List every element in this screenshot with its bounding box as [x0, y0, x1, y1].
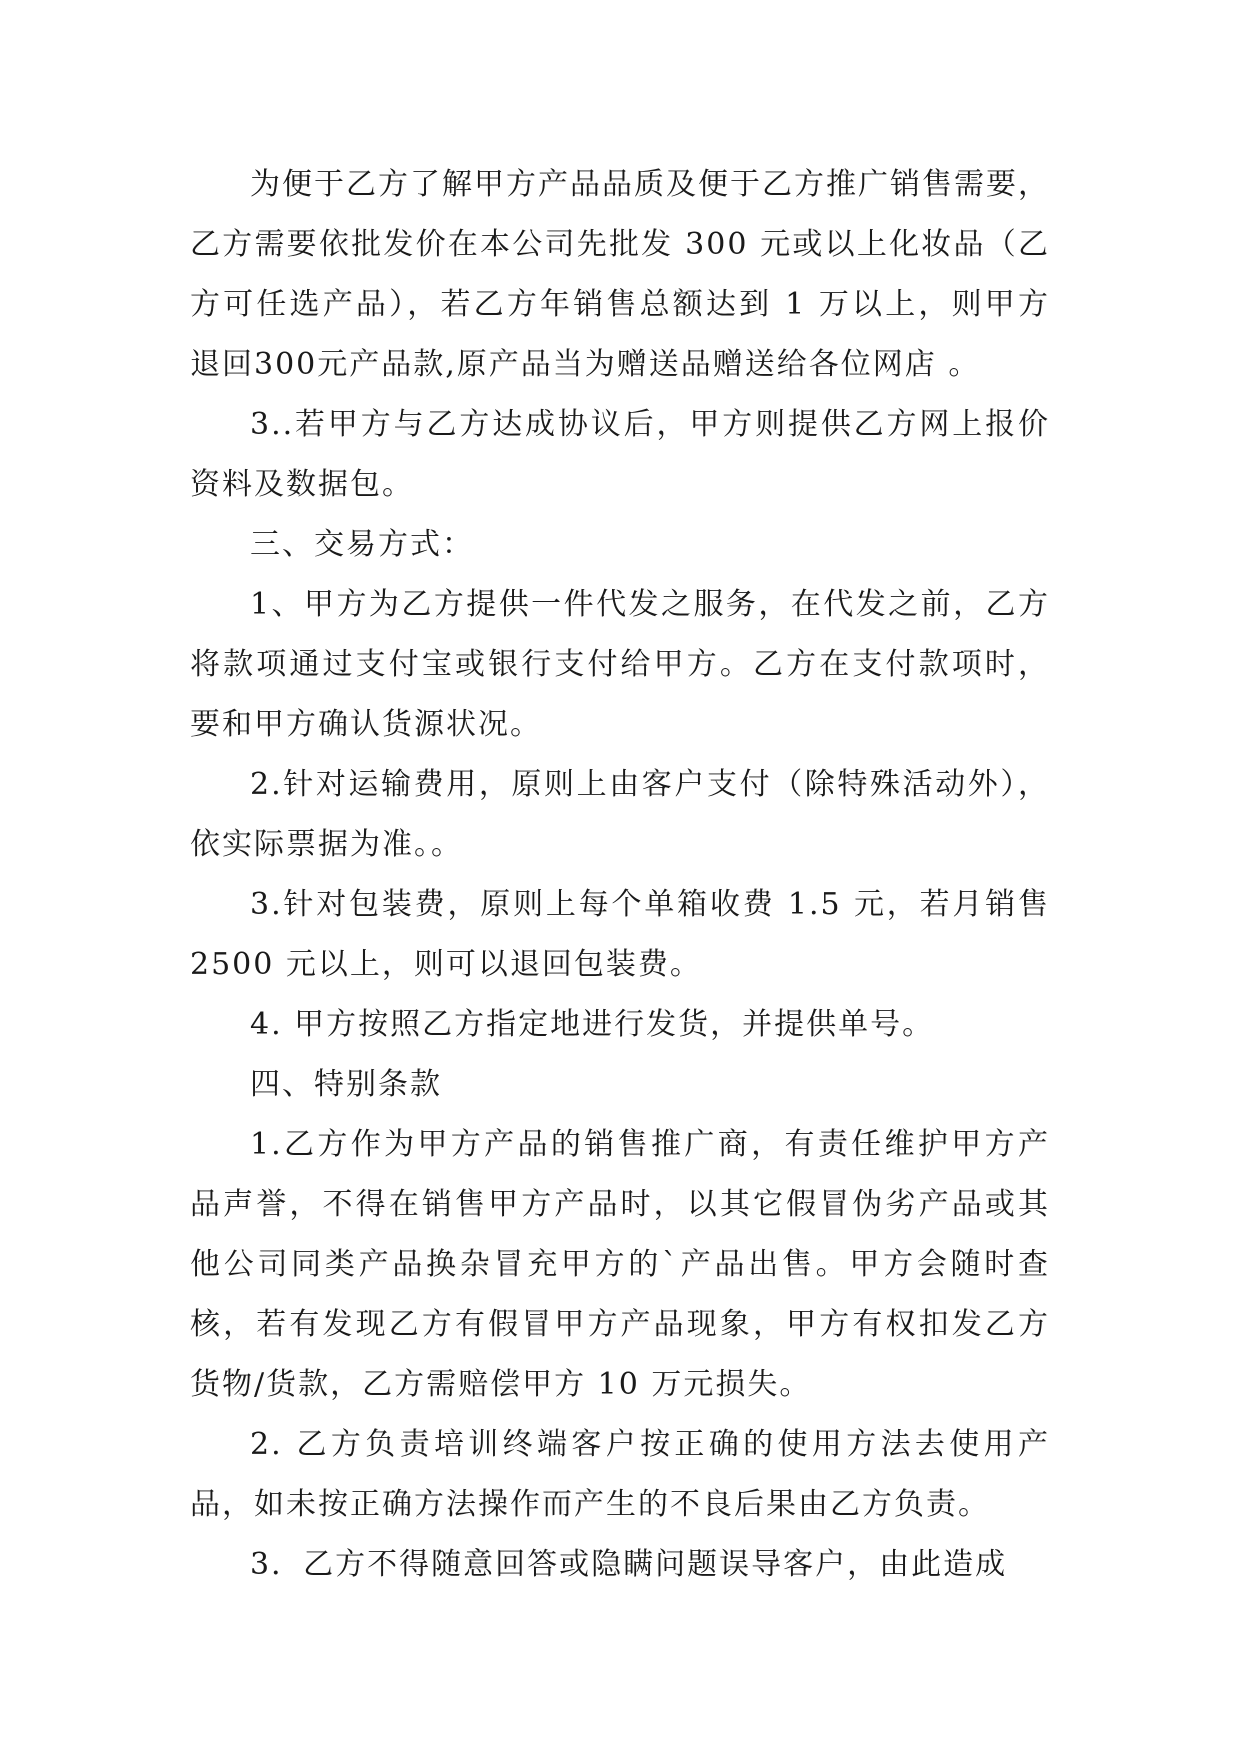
- paragraph-trade-2-shipping: 2.针对运输费用，原则上由客户支付（除特殊活动外），依实际票据为准。。: [190, 767, 1050, 862]
- paragraph-promotion-terms: 为便于乙方了解甲方产品品质及便于乙方推广销售需要，乙方需要依批发价在本公司先批发 300 元或以上化妆品（乙方可任选产品），若乙方年销售总额达到 1 万以上，则甲方退回300元产品款,原产品当为赠送品赠送给各位网店 。: [190, 167, 1050, 382]
- paragraph-trade-4-delivery: 4. 甲方按照乙方指定地进行发货，并提供单号。: [250, 1007, 935, 1042]
- paragraph-trade-3-packaging: 3.针对包装费，原则上每个单箱收费 1.5 元，若月销售 2500 元以上，则可以退回包装费。: [190, 887, 1062, 982]
- section-heading-special-terms: 四、特别条款: [250, 1067, 442, 1102]
- document-body: [190, 155, 1062, 1595]
- paragraph-special-1-reputation: 1.乙方作为甲方产品的销售推广商，有责任维护甲方产品声誉，不得在销售甲方产品时，以其它假冒伪劣产品或其他公司同类产品换杂冒充甲方的`产品出售。甲方会随时查核，若有发现乙方有假冒甲方产品现象，甲方有权扣发乙方货物/货款，乙方需赔偿甲方 10 万元损失。: [190, 1127, 1050, 1402]
- paragraph-clause-3-data-package: 3..若甲方与乙方达成协议后，甲方则提供乙方网上报价资料及数据包。: [190, 407, 1050, 502]
- section-heading-trade-method: 三、交易方式：: [250, 527, 474, 562]
- paragraph-trade-1-dropship: 1、甲方为乙方提供一件代发之服务，在代发之前，乙方将款项通过支付宝或银行支付给甲方。乙方在支付款项时，要和甲方确认货源状况。: [190, 587, 1050, 742]
- paragraph-special-2-training: 2. 乙方负责培训终端客户按正确的使用方法去使用产品，如未按正确方法操作而产生的不良后果由乙方负责。: [190, 1427, 1050, 1522]
- paragraph-special-3-misleading: 3．乙方不得随意回答或隐瞒问题误导客户，由此造成: [250, 1547, 1008, 1582]
